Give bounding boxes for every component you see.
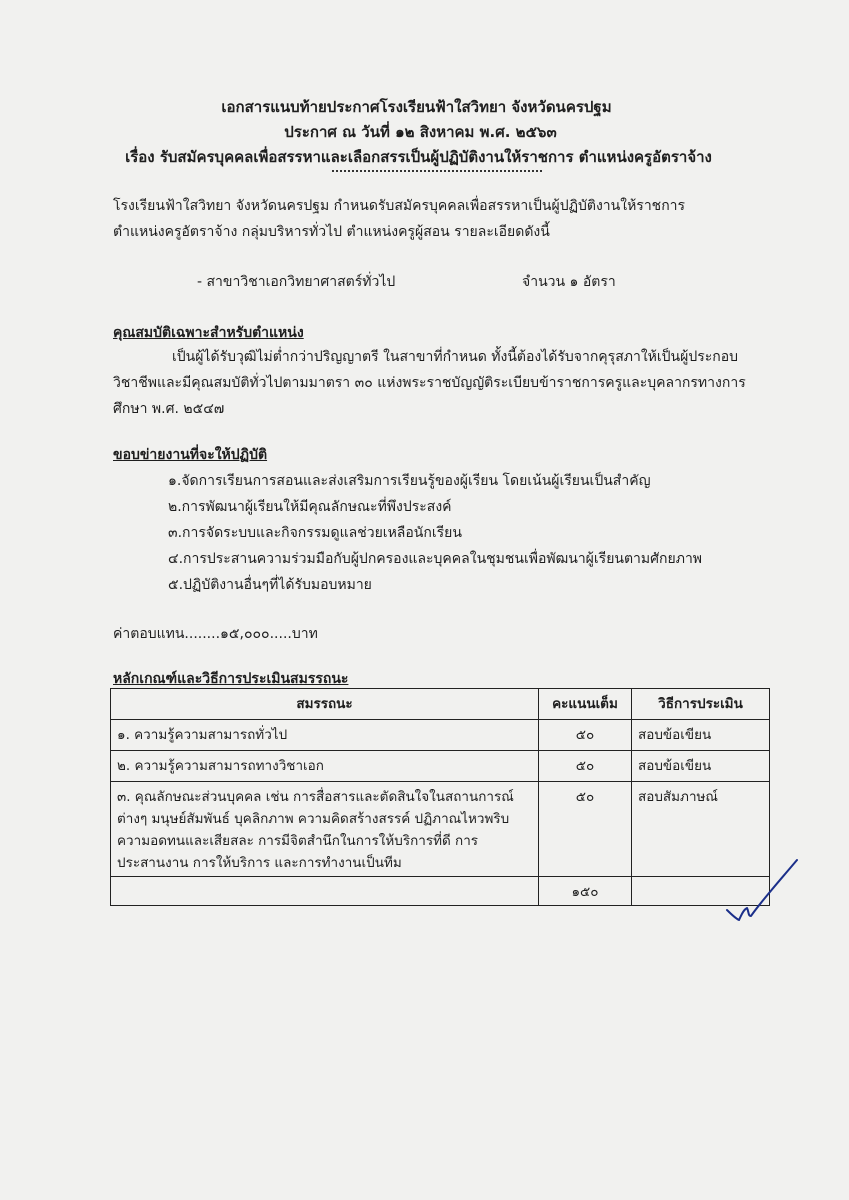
column-header-score: คะแนนเต็ม [539, 689, 632, 720]
header-line-2: ประกาศ ณ วันที่ ๑๒ สิงหาคม พ.ศ. ๒๕๖๓ [284, 123, 557, 141]
method-cell: สอบสัมภาษณ์ [632, 782, 770, 877]
table-row [111, 751, 770, 782]
qualification-line-1: เป็นผู้ได้รับวุฒิไม่ต่ำกว่าปริญญาตรี ในสาขาที่กำหนด ทั้งนี้ต้องได้รับจากคุรุสภาให้เป็นผู้ประกอบ [172, 349, 739, 365]
header-line-3: เรื่อง รับสมัครบุคคลเพื่อสรรหาและเลือกสรรเป็นผู้ปฏิบัติงานให้ราชการ ตำแหน่งครูอัตราจ้าง [125, 148, 712, 166]
score-cell: ๕๐ [539, 751, 632, 782]
competency-line: ความอดทนและเสียสละ การมีจิตสำนึกในการให้บริการที่ดี การ [117, 833, 479, 849]
table-row [111, 720, 770, 751]
position-subject: - สาขาวิชาเอกวิทยาศาสตร์ทั่วไป [197, 274, 396, 290]
total-score-cell: ๑๕๐ [539, 877, 632, 906]
duty-item-3: ๓.การจัดระบบและกิจกรรมดูแลช่วยเหลือนักเรียน [168, 525, 462, 541]
competency-table [110, 688, 770, 906]
column-header-competency: สมรรถนะ [111, 689, 539, 720]
header-line-1: เอกสารแนบท้ายประกาศโรงเรียนฟ้าใสวิทยา จังหวัดนครปฐม [221, 98, 612, 116]
method-cell: สอบข้อเขียน [632, 720, 770, 751]
competency-cell: ๒. ความรู้ความสามารถทางวิชาเอก [111, 751, 539, 782]
intro-line-1: โรงเรียนฟ้าใสวิทยา จังหวัดนครปฐม กำหนดรับสมัครบุคคลเพื่อสรรหาเป็นผู้ปฏิบัติงานให้ราชการ [113, 198, 686, 214]
qualification-heading: คุณสมบัติเฉพาะสำหรับตำแหน่ง [113, 325, 304, 341]
qualification-line-3: ศึกษา พ.ศ. ๒๕๔๗ [113, 401, 225, 417]
method-cell: สอบข้อเขียน [632, 751, 770, 782]
total-label-cell [111, 877, 539, 906]
competency-cell [111, 782, 539, 877]
table-row [111, 782, 770, 877]
position-count: จำนวน ๑ อัตรา [522, 274, 616, 290]
qualification-line-2: วิชาชีพและมีคุณสมบัติทั่วไปตามมาตรา ๓๐ แห่งพระราชบัญญัติระเบียบข้าราชการครูและบุคลากรทางการ [113, 375, 746, 391]
pay-rate: ค่าตอบแทน........๑๕,๐๐๐.....บาท [113, 626, 318, 642]
table-total-row [111, 877, 770, 906]
intro-line-2: ตำแหน่งครูอัตราจ้าง กลุ่มบริหารทั่วไป ตำแหน่งครูผู้สอน รายละเอียดดังนี้ [113, 224, 550, 240]
criteria-heading: หลักเกณฑ์และวิธีการประเมินสมรรถนะ [113, 671, 349, 687]
duty-item-5: ๕.ปฏิบัติงานอื่นๆที่ได้รับมอบหมาย [168, 577, 372, 593]
signature-mark [725, 858, 800, 928]
competency-cell: ๑. ความรู้ความสามารถทั่วไป [111, 720, 539, 751]
duty-item-1: ๑.จัดการเรียนการสอนและส่งเสริมการเรียนรู้ของผู้เรียน โดยเน้นผู้เรียนเป็นสำคัญ [168, 473, 651, 489]
score-cell: ๕๐ [539, 782, 632, 877]
table-header-row [111, 689, 770, 720]
dotted-separator [332, 170, 542, 172]
competency-line: ประสานงาน การให้บริการ และการทำงานเป็นทีม [117, 855, 402, 871]
competency-line: ๓. คุณลักษณะส่วนบุคคล เช่น การสื่อสารและตัดสินใจในสถานการณ์ [117, 789, 514, 805]
duty-item-2: ๒.การพัฒนาผู้เรียนให้มีคุณลักษณะที่พึงประสงค์ [168, 499, 452, 515]
duties-heading: ขอบข่ายงานที่จะให้ปฏิบัติ [113, 447, 268, 463]
competency-line: ต่างๆ มนุษย์สัมพันธ์ บุคลิกภาพ ความคิดสร้างสรรค์ ปฏิภาณไหวพริบ [117, 811, 510, 827]
duty-item-4: ๔.การประสานความร่วมมือกับผู้ปกครองและบุคคลในชุมชนเพื่อพัฒนาผู้เรียนตามศักยภาพ [168, 551, 703, 567]
score-cell: ๕๐ [539, 720, 632, 751]
column-header-method: วิธีการประเมิน [632, 689, 770, 720]
